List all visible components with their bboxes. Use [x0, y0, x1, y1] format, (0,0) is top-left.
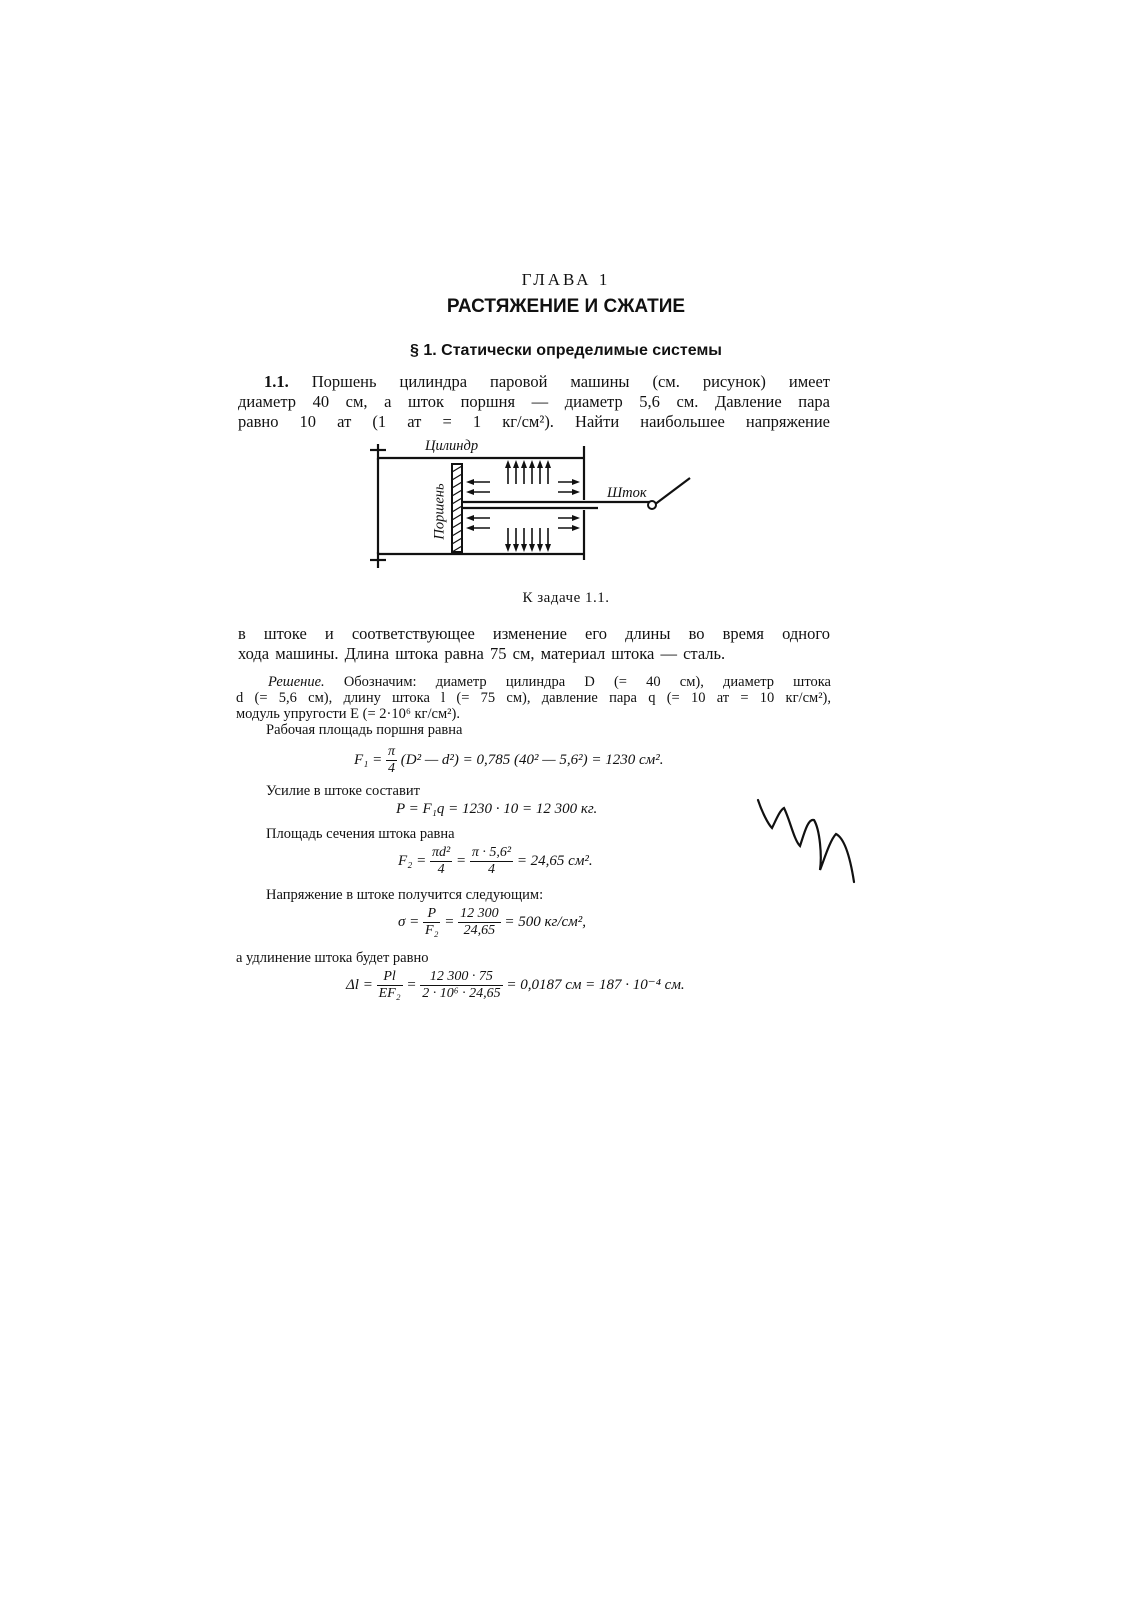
f1-frac-num: π [388, 744, 396, 759]
stress-rhs: = 500 кг/см², [504, 913, 586, 930]
stress-frac1-den: F₂ [425, 923, 439, 938]
f1-rhs: (D² — d²) = 0,785 (40² — 5,6²) = 1230 см². [400, 751, 664, 768]
problem-line-3: равно 10 ат (1 ат = 1 кг/см²). Найти наибольшее напряжение [238, 412, 830, 431]
figure-caption: К задаче 1.1. [522, 590, 610, 606]
solution-word: Решение. [268, 674, 325, 690]
f2-fraction-1 [430, 845, 452, 878]
elong-frac1-num: Pl [377, 969, 403, 986]
stress-frac2-den: 24,65 [463, 923, 496, 938]
label-piston: Поршень [431, 483, 448, 540]
problem-line-2: диаметр 40 см, а шток поршня — диаметр 5,6 см. Давление пара [238, 392, 830, 411]
f1-fraction [386, 744, 397, 777]
problem-line-1-text: Поршень цилиндра паровой машины (см. рисунок) имеет [311, 372, 830, 391]
formula-force: P = F₁q = 1230 · 10 = 12 300 кг. [396, 801, 598, 817]
force-label: Усилие в штоке составит [266, 783, 420, 799]
f2-lhs: F₂ = [398, 852, 427, 869]
section-title: § 1. Статически определимые системы [410, 342, 722, 359]
label-cylinder: Цилиндр [425, 438, 479, 454]
problem-line-1 [238, 372, 830, 392]
pressure-arrows [470, 464, 576, 548]
rod-area-label: Площадь сечения штока равна [266, 826, 455, 842]
elong-frac2-den: 2 · 10⁶ · 24,65 [422, 986, 501, 1001]
stress-lhs: σ = [398, 913, 420, 930]
f2-frac1-num: πd² [432, 845, 451, 860]
continuation-line-2: хода машины. Длина штока равна 75 см, материал штока — сталь. [238, 644, 726, 663]
stress-fraction-1 [423, 906, 440, 939]
problem-number: 1.1. [264, 372, 289, 391]
crank-pin [648, 501, 656, 509]
formula-f2 [398, 845, 593, 878]
elong-rhs: = 0,0187 см = 187 · 10⁻⁴ см. [506, 976, 685, 993]
solution-line-1 [236, 674, 831, 690]
label-rod: Шток [607, 485, 647, 501]
crank-link [654, 478, 690, 505]
cylinder-diagram [360, 436, 700, 576]
problem-continuation [238, 624, 830, 664]
solution-line-1-text: Обозначим: диаметр цилиндра D (= 40 см), диаметр штока [324, 674, 831, 690]
elong-eq: = [406, 976, 417, 993]
elongation-label: а удлинение штока будет равно [236, 950, 429, 966]
problem-statement [238, 372, 830, 432]
area-label: Рабочая площадь поршня равна [266, 722, 463, 738]
f2-rhs: = 24,65 см². [516, 852, 593, 869]
elong-fraction-1 [377, 969, 403, 1002]
elong-frac1-den: EF₂ [378, 986, 401, 1001]
elong-frac2-num: 12 300 · 75 [420, 969, 502, 986]
stress-eq: = [444, 913, 455, 930]
stress-frac1-num: P [423, 906, 440, 923]
f1-frac-den: 4 [388, 761, 395, 776]
stress-label: Напряжение в штоке получится следующим: [266, 887, 544, 903]
stress-frac2-num: 12 300 [460, 906, 499, 921]
elong-lhs: Δl = [346, 976, 373, 993]
solution-line-3: модуль упругости E (= 2·10⁶ кг/см²). [236, 706, 460, 722]
chapter-title: РАСТЯЖЕНИЕ И СЖАТИЕ [446, 296, 686, 317]
formula-f1 [354, 744, 663, 777]
f2-fraction-2 [470, 845, 513, 878]
formula-elongation [346, 969, 685, 1002]
continuation-line-1: в штоке и соответствующее изменение его длины во время одного [238, 624, 830, 643]
solution-intro [236, 674, 831, 722]
f2-frac1-den: 4 [437, 862, 445, 877]
f2-frac2-num: π · 5,6² [471, 845, 512, 860]
f2-frac2-den: 4 [487, 862, 495, 877]
formula-stress [398, 906, 586, 939]
elong-fraction-2 [420, 969, 502, 1002]
handwritten-scribble [750, 790, 870, 900]
stress-fraction-2 [458, 906, 501, 939]
f1-lhs: F₁ = [354, 751, 383, 768]
solution-line-2: d (= 5,6 см), длину штока l (= 75 см), давление пара q (= 10 ат = 10 кг/см²), [236, 690, 831, 706]
chapter-label: ГЛАВА 1 [521, 270, 611, 289]
f2-eq: = [455, 852, 467, 869]
